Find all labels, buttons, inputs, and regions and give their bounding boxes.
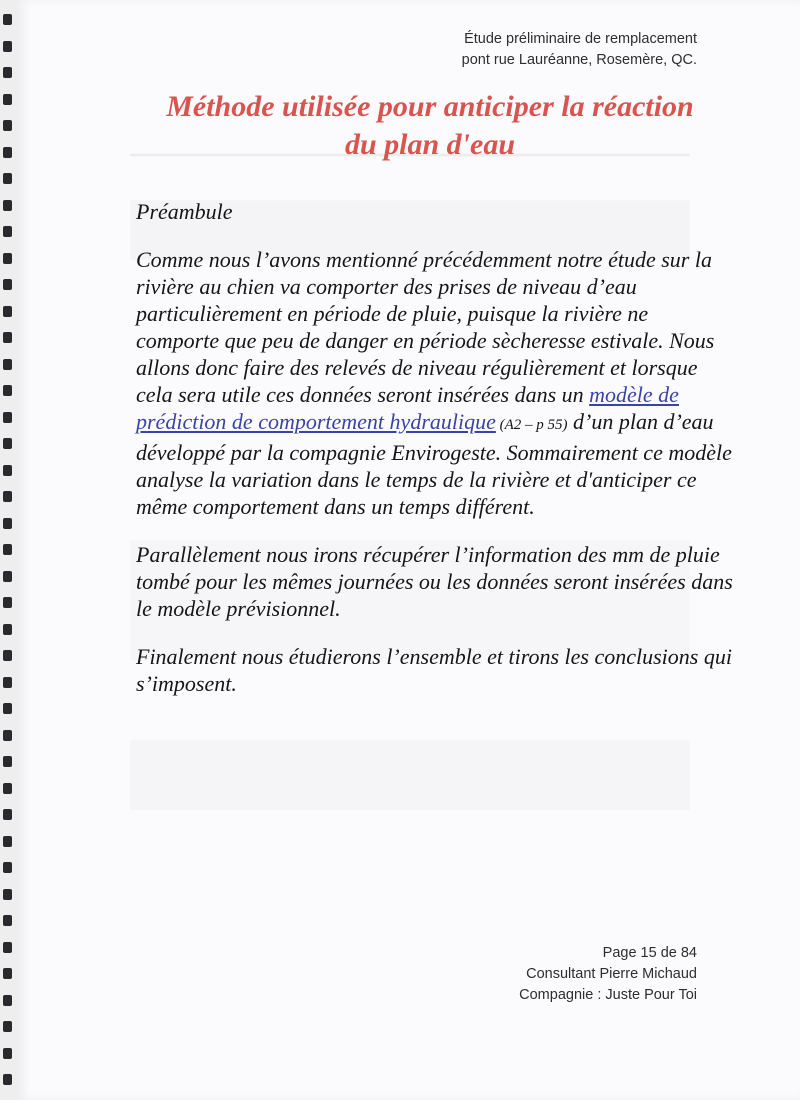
binding-ring: [3, 438, 12, 449]
binding-ring: [3, 279, 12, 290]
binding-ring: [3, 889, 12, 900]
binding-ring: [3, 650, 12, 661]
document-footer: [519, 943, 697, 1006]
bleed-through-shadow-4: [130, 740, 690, 810]
document-body: [136, 198, 736, 718]
binding-ring: [3, 995, 12, 1006]
page-number: Page 15 de 84: [602, 945, 697, 961]
binding-ring: [3, 120, 12, 131]
title-line-1: Méthode utilisée pour anticiper la réaction: [166, 90, 694, 123]
spiral-binding: [0, 0, 18, 1100]
binding-ring: [3, 862, 12, 873]
binding-ring: [3, 624, 12, 635]
paragraph-1-text: Comme nous l’avons mentionné précédemment notre étude sur la rivière au chien va comporter des prises de niveau d’eau particulièrement en période de pluie, puisque la rivière ne comporte que peu de danger en période sècheresse estivale. Nous allons donc faire des relevés de niveau régulièrement et lorsque cela sera utile ces données seront insérées dans un: [136, 247, 715, 407]
preamble-heading: Préambule: [136, 199, 233, 224]
binding-ring: [3, 14, 12, 25]
prediction-model-link[interactable]: modèle de prédiction de comportement hydraulique: [136, 382, 679, 434]
header-line-1: Étude préliminaire de remplacement: [464, 31, 697, 47]
binding-ring: [3, 200, 12, 211]
document-header: [462, 29, 697, 71]
binding-ring: [3, 571, 12, 582]
binding-ring: [3, 306, 12, 317]
paragraph-1: [136, 246, 736, 520]
binding-ring: [3, 465, 12, 476]
binding-ring: [3, 677, 12, 688]
binding-ring: [3, 491, 12, 502]
binding-ring: [3, 756, 12, 767]
binding-ring: [3, 412, 12, 423]
binding-ring: [3, 915, 12, 926]
binding-ring: [3, 94, 12, 105]
binding-ring: [3, 1048, 12, 1059]
binding-ring: [3, 544, 12, 555]
document-page: [18, 0, 800, 1100]
consultant-name: Consultant Pierre Michaud: [526, 966, 697, 982]
binding-ring: [3, 41, 12, 52]
title-line-2: du plan d'eau: [344, 128, 516, 161]
binding-ring: [3, 359, 12, 370]
paragraph-1-text-end: d’un plan d’eau développé par la compagnie Envirogeste. Sommairement ce modèle analyse la variation dans le temps de la rivière et d'anticiper ce même comportement dans un temps différent.: [136, 409, 732, 519]
binding-ring: [3, 385, 12, 396]
page-title: [110, 88, 750, 164]
binding-ring: [3, 253, 12, 264]
paragraph-3: Finalement nous étudierons l’ensemble et tirons les conclusions qui s’imposent.: [136, 644, 732, 696]
binding-ring: [3, 67, 12, 78]
reference-note: (A2 – p 55): [495, 417, 568, 433]
company-name: Compagnie : Juste Pour Toi: [519, 987, 697, 1003]
binding-ring: [3, 518, 12, 529]
binding-ring: [3, 942, 12, 953]
binding-ring: [3, 703, 12, 714]
binding-ring: [3, 836, 12, 847]
binding-ring: [3, 173, 12, 184]
paragraph-2: Parallèlement nous irons récupérer l’information des mm de pluie tombé pour les mêmes journées ou les données seront insérées dans le modèle prévisionnel.: [136, 542, 733, 621]
binding-ring: [3, 597, 12, 608]
binding-ring: [3, 809, 12, 820]
binding-ring: [3, 783, 12, 794]
header-line-2: pont rue Lauréanne, Rosemère, QC.: [461, 52, 697, 68]
binding-ring: [3, 332, 12, 343]
binding-ring: [3, 730, 12, 741]
binding-ring: [3, 1074, 12, 1085]
binding-ring: [3, 1021, 12, 1032]
binding-ring: [3, 147, 12, 158]
binding-ring: [3, 968, 12, 979]
binding-ring: [3, 226, 12, 237]
